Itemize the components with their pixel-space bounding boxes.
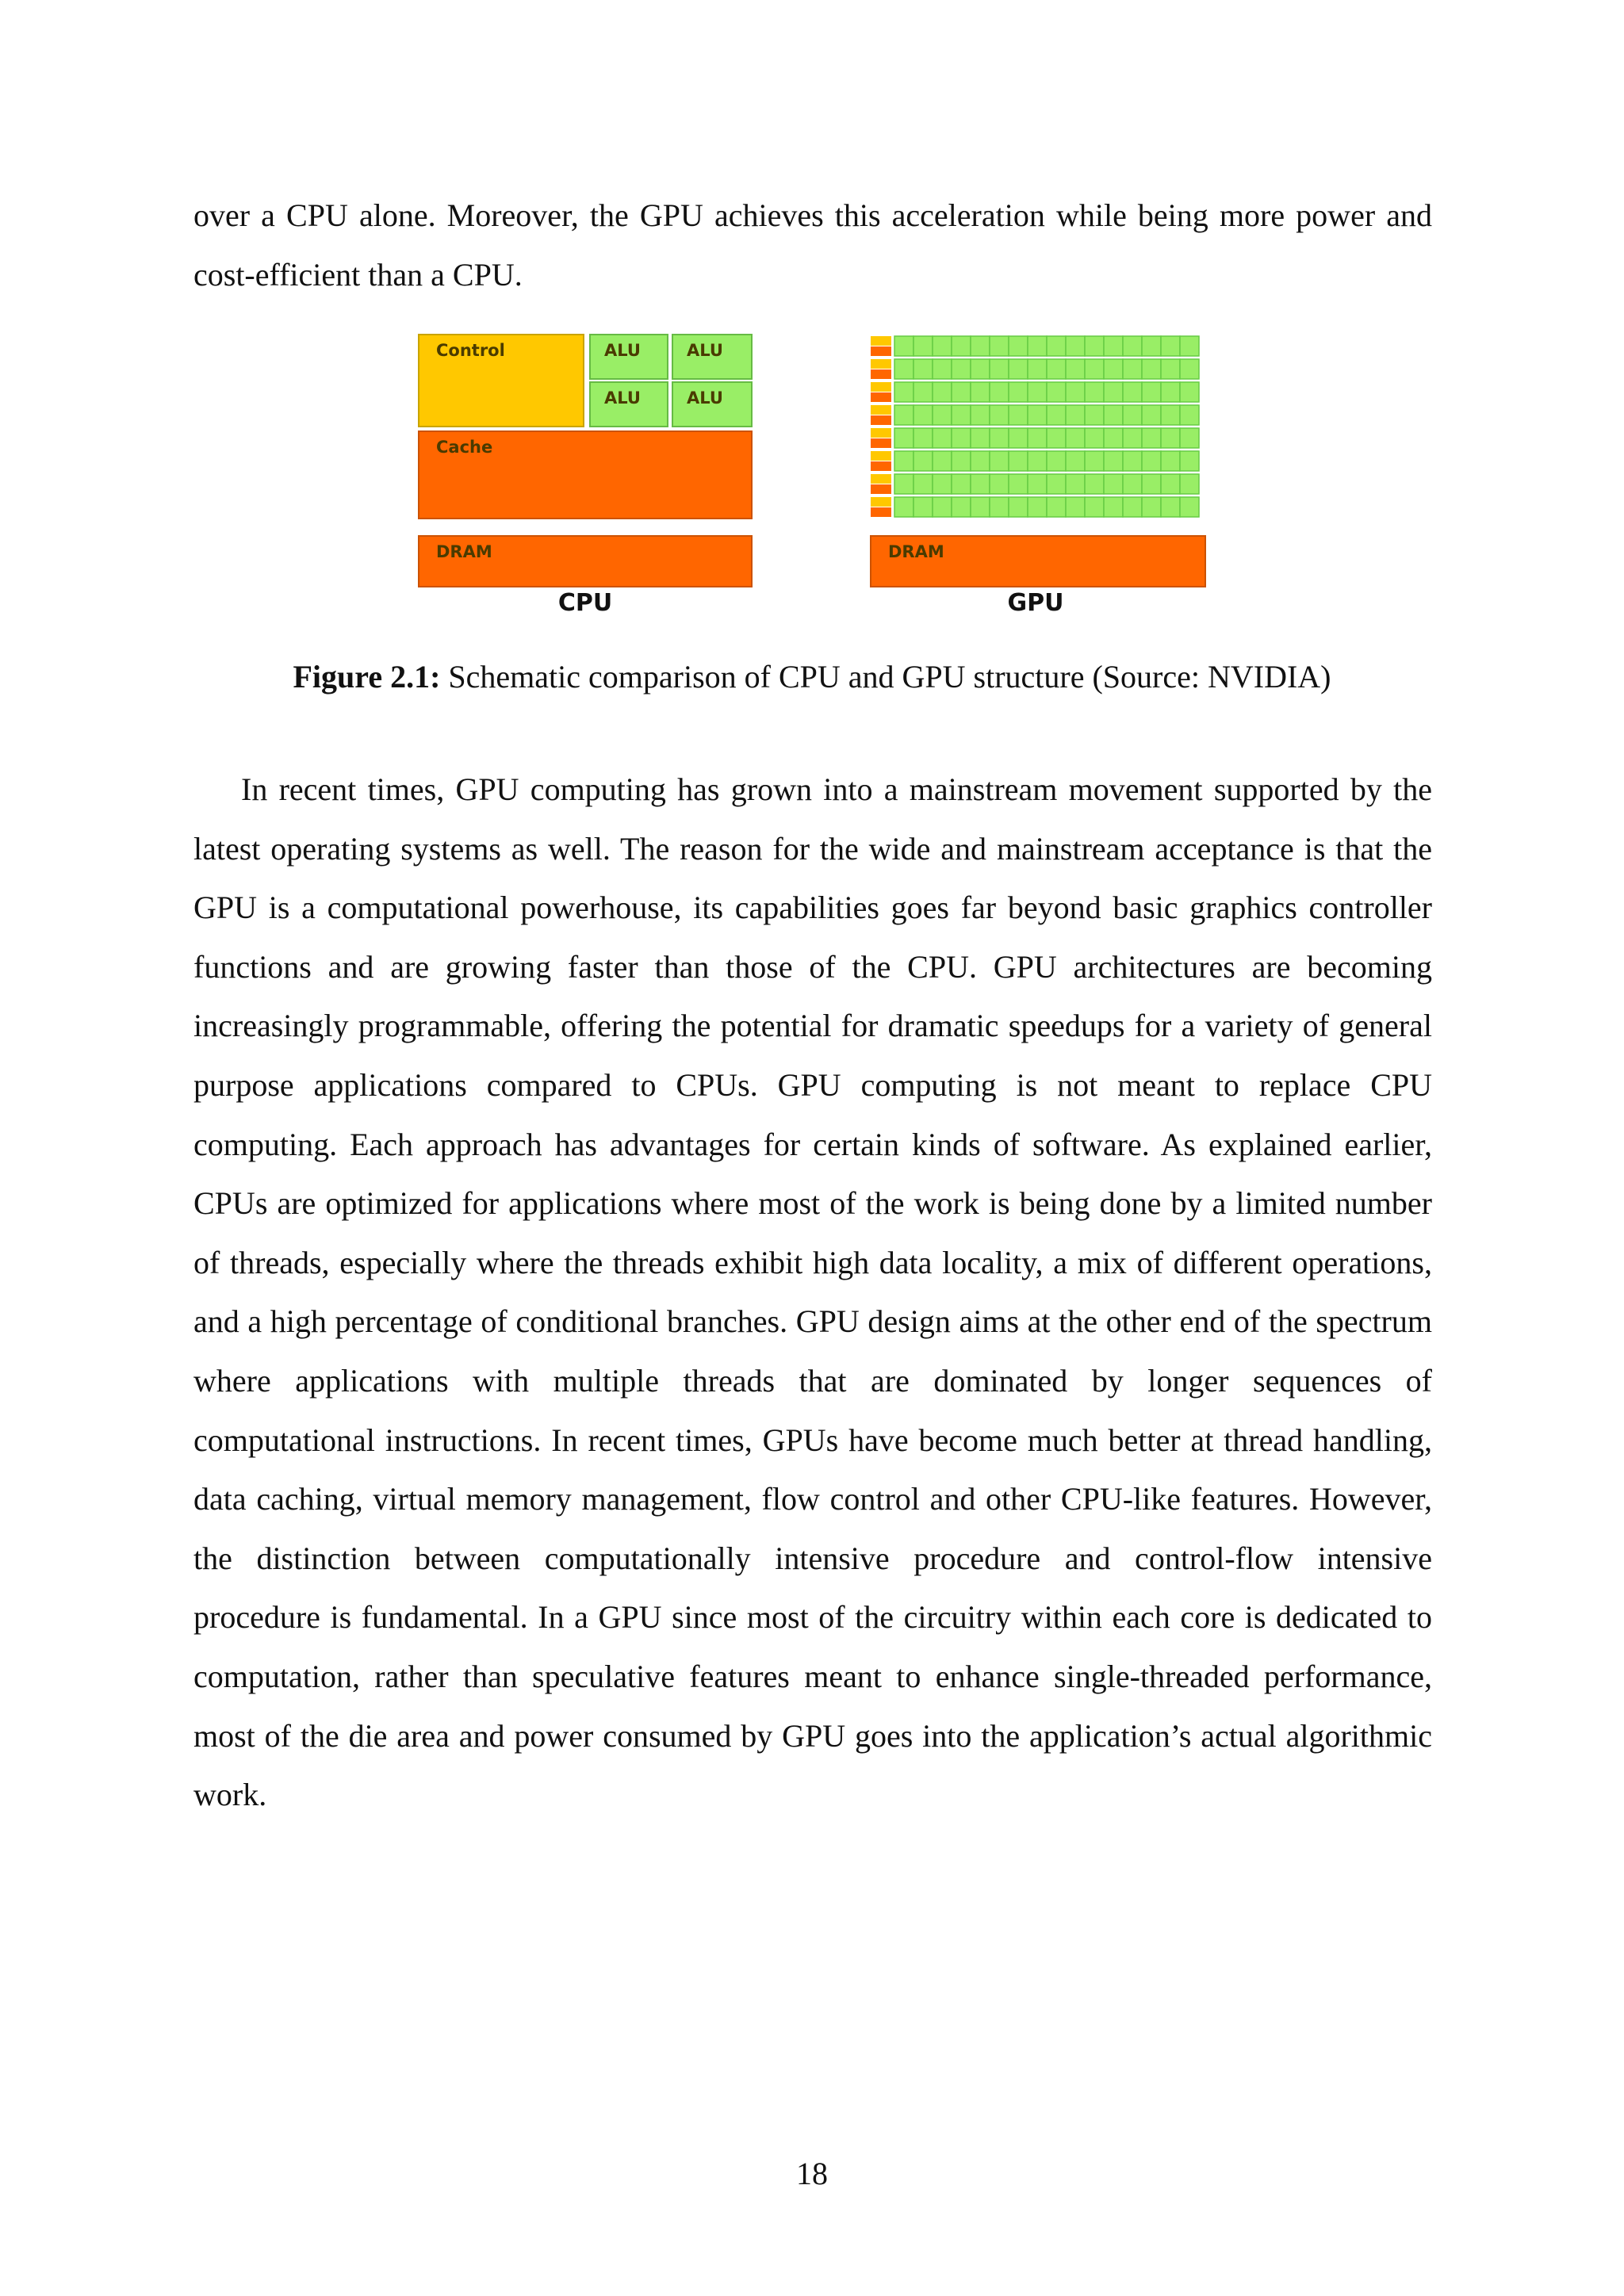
gpu-alu-cell [1009, 428, 1028, 448]
gpu-alu-cell [933, 451, 952, 471]
cpu-gpu-schematic [0, 325, 1624, 642]
gpu-alu-cell [1180, 428, 1199, 448]
gpu-alu-cell [894, 359, 914, 379]
gpu-alu-cell [1085, 451, 1104, 471]
gpu-alu-cell [1142, 451, 1161, 471]
gpu-alu-cell [1104, 382, 1123, 402]
gpu-alu-cell [1104, 336, 1123, 356]
cpu-alu-label: ALU [604, 341, 641, 360]
gpu-alu-cell [1161, 382, 1180, 402]
gpu-alu-cell [990, 428, 1009, 448]
gpu-alu-cell [1085, 428, 1104, 448]
gpu-alu-cell [952, 451, 971, 471]
gpu-alu-cell [1047, 451, 1066, 471]
gpu-control-cell [871, 428, 891, 438]
gpu-alu-cell [914, 428, 933, 448]
gpu-alu-cell [1161, 497, 1180, 517]
gpu-alu-cell [971, 359, 990, 379]
gpu-cache-cell [871, 507, 891, 517]
gpu-alu-cell [990, 474, 1009, 494]
gpu-alu-cell [971, 336, 990, 356]
gpu-alu-cell [1047, 405, 1066, 425]
gpu-alu-cell [990, 497, 1009, 517]
page-number: 18 [796, 2156, 828, 2191]
gpu-alu-cell [1085, 405, 1104, 425]
gpu-alu-cell [1161, 405, 1180, 425]
paragraph-continuation: over a CPU alone. Moreover, the GPU achieves this acceleration while being more power and cost-efficient than a CPU. [193, 197, 1432, 293]
figure-caption-label: Figure 2.1: [293, 659, 441, 695]
gpu-alu-cell [1123, 359, 1142, 379]
gpu-alu-cell [1066, 451, 1085, 471]
cpu-gpu-figure [0, 325, 1624, 642]
gpu-alu-cell [1104, 497, 1123, 517]
gpu-alu-cell [914, 382, 933, 402]
gpu-alu-cell [1104, 405, 1123, 425]
gpu-alu-cell [1009, 359, 1028, 379]
gpu-alu-cell [894, 451, 914, 471]
gpu-alu-cell [990, 405, 1009, 425]
gpu-alu-cell [914, 405, 933, 425]
gpu-alu-cell [1028, 474, 1047, 494]
gpu-alu-cell [914, 359, 933, 379]
gpu-alu-cell [1142, 359, 1161, 379]
gpu-alu-cell [1123, 382, 1142, 402]
gpu-alu-cell [971, 451, 990, 471]
gpu-alu-cell [971, 497, 990, 517]
body-paragraph: In recent times, GPU computing has grown into a mainstream movement supported by the latest operating systems as well. The reason for the wide and mainstream acceptance is that the GPU is a computational powerhouse, its capabilities goes far beyond basic graphics controller functions and are growing faster than those of the CPU. GPU architectures are becoming increasingly programmable, offering the potential for dramatic speedups for a variety of general purpose applications compared to CPUs. GPU computing is not meant to replace CPU computing. Each approach has advantages for certain kinds of software. As explained earlier, CPUs are optimized for applications where most of the work is being done by a limited number of threads, especially where the threads exhibit high data locality, a mix of different operations, and a high percentage of conditional branches. GPU design aims at the other end of the spectrum where applications with multiple threads that are dominated by longer sequences of computational instructions. In recent times, GPUs have become much better at thread handling, data caching, virtual memory management, flow control and other CPU-like features. However, the distinction between computationally intensive procedure and control-flow intensive procedure is fundamental. In a GPU since most of the circuitry within each core is dedicated to computation, rather than speculative features meant to enhance single-threaded performance, most of the die area and power consumed by GPU goes into the application’s actual algorithmic work. [193, 771, 1432, 1813]
gpu-alu-cell [952, 336, 971, 356]
gpu-alu-cell [1028, 359, 1047, 379]
gpu-alu-cell [1085, 474, 1104, 494]
gpu-alu-cell [1180, 336, 1199, 356]
gpu-alu-cell [1047, 474, 1066, 494]
gpu-alu-cell [1161, 451, 1180, 471]
gpu-alu-cell [914, 451, 933, 471]
gpu-alu-cell [1085, 497, 1104, 517]
gpu-alu-cell [1047, 497, 1066, 517]
gpu-alu-cell [1066, 474, 1085, 494]
gpu-alu-cell [1142, 405, 1161, 425]
gpu-alu-cell [914, 474, 933, 494]
gpu-alu-cell [1047, 428, 1066, 448]
gpu-alu-cell [1009, 382, 1028, 402]
gpu-alu-cell [1142, 428, 1161, 448]
gpu-alu-cell [1180, 474, 1199, 494]
gpu-alu-cell [894, 336, 914, 356]
gpu-alu-cell [952, 497, 971, 517]
gpu-alu-cell [971, 474, 990, 494]
gpu-alu-cell [1180, 497, 1199, 517]
gpu-alu-cell [971, 428, 990, 448]
gpu-alu-cell [1066, 336, 1085, 356]
gpu-alu-cell [952, 359, 971, 379]
gpu-alu-cell [1009, 497, 1028, 517]
gpu-alu-cell [1009, 336, 1028, 356]
cpu-dram-label: DRAM [436, 542, 492, 561]
gpu-alu-cell [990, 382, 1009, 402]
gpu-alu-cell [933, 428, 952, 448]
gpu-alu-cell [952, 405, 971, 425]
gpu-alu-cell [933, 474, 952, 494]
gpu-cache-cell [871, 484, 891, 494]
gpu-alu-cell [1180, 382, 1199, 402]
gpu-control-cell [871, 382, 891, 392]
gpu-alu-cell [1123, 405, 1142, 425]
gpu-alu-cell [933, 359, 952, 379]
gpu-alu-cell [1009, 451, 1028, 471]
gpu-label: GPU [1007, 589, 1064, 617]
gpu-alu-cell [894, 497, 914, 517]
gpu-alu-cell [894, 428, 914, 448]
gpu-alu-cell [894, 474, 914, 494]
gpu-alu-cell [1028, 382, 1047, 402]
gpu-cache-cell [871, 346, 891, 356]
gpu-alu-cell [1066, 382, 1085, 402]
gpu-alu-cell [971, 382, 990, 402]
gpu-alu-cell [933, 405, 952, 425]
gpu-alu-cell [1085, 382, 1104, 402]
gpu-alu-cell [1047, 336, 1066, 356]
gpu-control-cell [871, 336, 891, 346]
gpu-alu-cell [1047, 359, 1066, 379]
gpu-alu-cell [1123, 451, 1142, 471]
gpu-alu-cell [1142, 474, 1161, 494]
gpu-alu-cell [1142, 336, 1161, 356]
gpu-alu-cell [933, 497, 952, 517]
gpu-alu-cell [1028, 497, 1047, 517]
gpu-alu-cell [1180, 405, 1199, 425]
gpu-alu-cell [1028, 405, 1047, 425]
figure-caption-text: Schematic comparison of CPU and GPU structure (Source: NVIDIA) [440, 659, 1331, 695]
figure-caption [0, 658, 1624, 695]
gpu-control-cell [871, 405, 891, 415]
gpu-control-cell [871, 451, 891, 461]
gpu-alu-cell [1066, 359, 1085, 379]
gpu-alu-cell [952, 382, 971, 402]
gpu-alu-cell [1028, 336, 1047, 356]
gpu-alu-cell [1161, 336, 1180, 356]
gpu-alu-cell [1142, 382, 1161, 402]
gpu-alu-cell [1123, 428, 1142, 448]
gpu-alu-cell [1066, 497, 1085, 517]
gpu-alu-cell [933, 382, 952, 402]
gpu-alu-cell [952, 474, 971, 494]
gpu-alu-cell [1123, 474, 1142, 494]
gpu-alu-cell [1142, 497, 1161, 517]
gpu-alu-cell [1066, 428, 1085, 448]
gpu-cache-cell [871, 415, 891, 425]
gpu-alu-cell [1123, 336, 1142, 356]
gpu-alu-cell [914, 336, 933, 356]
gpu-alu-cell [1123, 497, 1142, 517]
gpu-alu-cell [1028, 428, 1047, 448]
gpu-alu-cell [894, 405, 914, 425]
gpu-alu-cell [990, 451, 1009, 471]
gpu-cache-cell [871, 369, 891, 379]
gpu-alu-cell [1009, 474, 1028, 494]
gpu-alu-cell [1104, 359, 1123, 379]
cpu-cache-label: Cache [436, 438, 493, 457]
gpu-alu-cell [1161, 359, 1180, 379]
gpu-alu-cell [1009, 405, 1028, 425]
gpu-control-cell [871, 359, 891, 369]
gpu-alu-cell [914, 497, 933, 517]
gpu-control-cell [871, 497, 891, 507]
gpu-cache-cell [871, 461, 891, 471]
gpu-alu-cell [1161, 474, 1180, 494]
gpu-alu-cell [894, 382, 914, 402]
gpu-alu-cell [1161, 428, 1180, 448]
gpu-alu-cell [952, 428, 971, 448]
gpu-control-cell [871, 474, 891, 484]
gpu-alu-cell [1180, 359, 1199, 379]
cpu-alu-label: ALU [687, 341, 723, 360]
gpu-alu-cell [990, 336, 1009, 356]
gpu-alu-cell [1047, 382, 1066, 402]
cpu-alu-label: ALU [604, 388, 641, 408]
cpu-alu-label: ALU [687, 388, 723, 408]
gpu-dram-label: DRAM [888, 542, 944, 561]
gpu-alu-cell [1180, 451, 1199, 471]
gpu-alu-cell [1104, 428, 1123, 448]
gpu-cache-cell [871, 392, 891, 402]
gpu-alu-cell [1085, 359, 1104, 379]
gpu-alu-cell [1104, 451, 1123, 471]
gpu-alu-cell [1104, 474, 1123, 494]
gpu-alu-cell [1028, 451, 1047, 471]
cpu-label: CPU [557, 589, 613, 617]
gpu-alu-cell [971, 405, 990, 425]
gpu-cache-cell [871, 438, 891, 448]
gpu-alu-cell [990, 359, 1009, 379]
gpu-alu-cell [1066, 405, 1085, 425]
cpu-control-label: Control [436, 341, 505, 360]
gpu-alu-cell [933, 336, 952, 356]
gpu-alu-cell [1085, 336, 1104, 356]
